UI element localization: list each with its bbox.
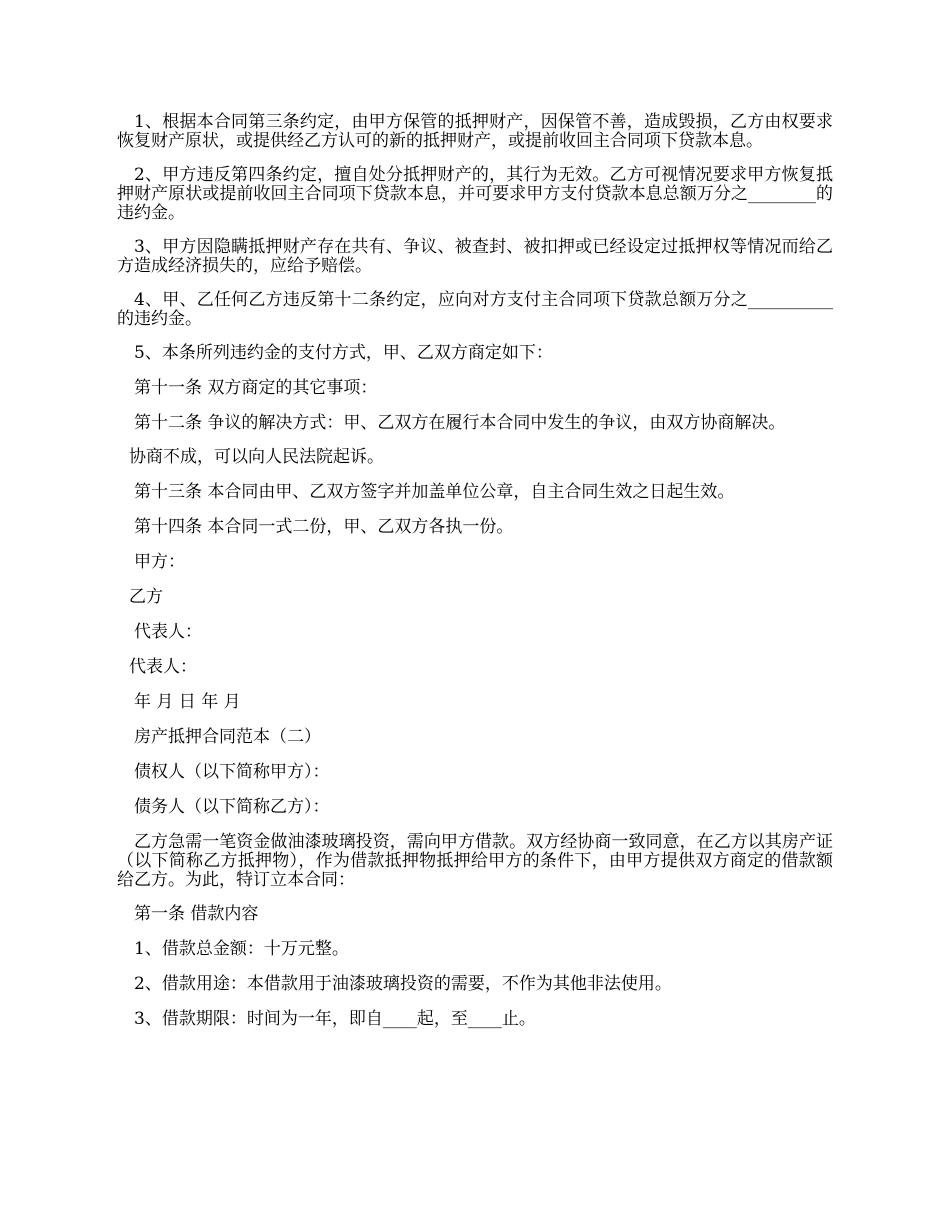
signature-party-a: 甲方： — [134, 552, 185, 572]
paragraph-preamble: 乙方急需一笔资金做油漆玻璃投资，需向甲方借款。双方经协商一致同意，在乙方以其房产证（以下简称乙方抵押物），作为借款抵押物抵押给甲方的条件下，由甲方提供双方商定的借款额给乙方。为此，特订立本合同： — [117, 832, 833, 890]
paragraph-article-12: 第十二条 争议的解决方式：甲、乙双方在履行本合同中发生的争议，由双方协商解决。 — [134, 413, 786, 433]
paragraph-clause-4: 4、甲、乙任何乙方违反第十二条约定，应向对方支付主合同项下贷款总额万分之__________的违约金。 — [117, 290, 833, 329]
signature-representative-a: 代表人： — [134, 622, 202, 642]
paragraph-article-11: 第十一条 双方商定的其它事项： — [134, 378, 378, 398]
paragraph-clause-3: 3、甲方因隐瞒抵押财产存在共有、争议、被查封、被扣押或已经设定过抵押权等情况而给乙方造成经济损失的，应给予赔偿。 — [117, 237, 833, 276]
paragraph-negotiation: 协商不成，可以向人民法院起诉。 — [129, 447, 384, 467]
paragraph-loan-purpose: 2、借款用途：本借款用于油漆玻璃投资的需要，不作为其他非法使用。 — [134, 974, 672, 994]
signature-party-b: 乙方 — [129, 587, 163, 607]
paragraph-article-14: 第十四条 本合同一式二份，甲、乙双方各执一份。 — [134, 517, 514, 537]
creditor-line: 债权人（以下简称甲方）： — [134, 762, 330, 782]
paragraph-clause-2: 2、甲方违反第四条约定，擅自处分抵押财产的，其行为无效。乙方可视情况要求甲方恢复抵押财产原状或提前收回主合同项下贷款本息，并可要求甲方支付贷款本息总额万分之________的违约金。 — [117, 165, 833, 223]
paragraph-clause-5: 5、本条所列违约金的支付方式，甲、乙双方商定如下： — [134, 343, 553, 363]
paragraph-article-1: 第一条 借款内容 — [134, 904, 259, 924]
signature-date: 年 月 日 年 月 — [134, 692, 241, 712]
signature-representative-b: 代表人： — [129, 657, 197, 677]
paragraph-article-13: 第十三条 本合同由甲、乙双方签字并加盖单位公章，自主合同生效之日起生效。 — [134, 482, 735, 502]
document-body — [117, 113, 833, 1045]
paragraph-loan-term: 3、借款期限：时间为一年，即自____起，至____止。 — [134, 1009, 536, 1029]
paragraph-loan-amount: 1、借款总金额：十万元整。 — [134, 939, 349, 959]
paragraph-clause-1: 1、根据本合同第三条约定，由甲方保管的抵押财产，因保管不善，造成毁损，乙方由权要求恢复财产原状，或提供经乙方认可的新的抵押财产，或提前收回主合同项下贷款本息。 — [117, 112, 833, 151]
debtor-line: 债务人（以下简称乙方）： — [134, 797, 330, 817]
section-title-template-2: 房产抵押合同范本（二） — [134, 727, 321, 747]
